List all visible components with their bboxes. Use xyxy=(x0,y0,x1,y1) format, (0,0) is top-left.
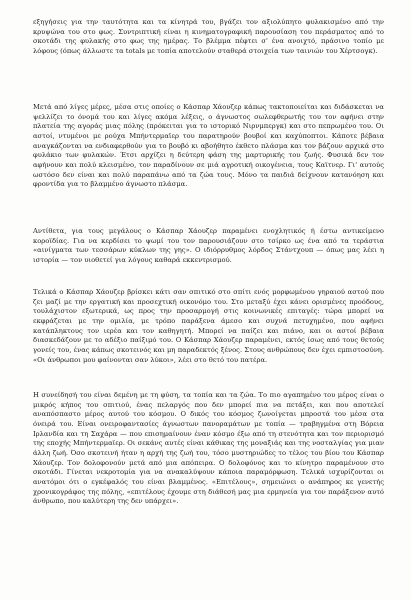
paragraph-4: Τελικά ο Κάσπαρ Χάουζερ βρίσκει κάτι σαν σπιτικό στο σπίτι ενός μορφωμένου γηραιού αστού που ζει μαζί με την εργατική και προσεχτική οικονόμο του. Στο μεταξύ έχει κάνει ορισμένες προόδους, τουλάχιστον εξωτερικά, ως προς την προσαρμογή στις κοινωνικές επιταγές: τώρα μπορεί να εκφράζεται με την ομιλία, με τρόπο παράξενα άμεσο και συχνά πετυχημένο, που αφήνει κατάπληκτους τον ιερέα και τον καθηγητή. Μπορεί να παίζει και πιάνο, και οι αστοί βέβαια διασκεδάζουν με το αδέξιο παίξιμό του. Ο Κάσπαρ Χάουζερ παραμένει, εκτός ίσως από τους θετούς γονείς του, ένας κάπως σκοτεινός και μη παραδεκτός ξένος. Στους ανθρώπους δεν έχει εμπιστοσύνη. «Οι άνθρωποι μου φαίνονται σαν λύκοι», λέει στο θετό του πατέρα. xyxy=(33,288,384,364)
paragraph-1: εξηγήσεις για την ταυτότητα και τα κίνητρά του, βγάζει τον αξιολύπητο φυλακισμένο από την κρυψώνα του στο φως. Συντριπτική είναι η κινηματογραφική παρουσίαση του περάσματος από το σκοτάδι της φυλακής στο φως της ημέρας. Το βλέμμα πέφτει σ' ένα ανοιχτό, πράσινο τοπίο με λόφους (όπως άλλωστε τα totals με τοπία αποτελούν σταθερά στοιχεία των ταινιών του Χέρτσογκ). xyxy=(33,18,384,55)
paragraph-2: Μετά από λίγες μέρες, μέσα στις οποίες ο Κάσπαρ Χάουζερ κάπως τακτοποιείται και διδάσκεται να ψελλίζει το όνομά του και λίγες ακόμα λέξεις, ο άγνωστος σωλεφθερωτής του τον αφήνει στην πλατεία της αγοράς μιας πόλης (πρόκειται για το ιστορικό Νιρνμπεργκ) και στο πεπρωμένο του. Οι αστοί, ντυμένοι με ρούχα Μπήντερμαϊερ του παρατηρούν βουβοί και καχύποπτοι. Κάποτε βέβαια αναγκάζονται να ενδιαφερθούν για το βουβό κι αβοήθητο έκθετο πλάσμα και τον βάζουν αρχικά στο φυλάκιο των φυλακών. Έτσι αρχίζει η δεύτερη φάση της μαρτυρικής του ζωής. Φυσικά δεν τον αφήνουν και πολύ κλεισμένο, τον παραδίνουν σε μιά αγροτική οικογένεια, τους Καϊτνερ. Γι' αυτούς ωστόσο δεν είναι και πολύ παραπάνω από τα ζώα τους. Μόνο τα παιδιά δείχνουν κατανόηση και φροντίδα για το βλαμμένο άγνωστο πλάσμα. xyxy=(33,103,384,189)
paragraph-3: Αντίθετα, για τους μεγάλους ο Κάσπαρ Χάουζερ παραμένει ενοχλητικός ή έστω αντικείμενο κοροϊδίας. Για να κερδίσει το ψωμί του τον παρουσιάζουν στο τσίρκο ως ένα από τα τεράστια «αινίγματα των τεσσάρων κύκλων της γης». Ο ιδιόρρυθμος λόρδος Στάντχουπ — όπως μας λέει η ιστορία — τον υιοθετεί για λόγους καθαρά εκκεντρισμού. xyxy=(33,227,384,264)
paragraph-5: Η συνείδησή του είναι δεμένη με τη φύση, τα τοπία και τα ζώα. Το πιο αγαπημένο του μέρος είναι ο μικρός κήπος του σπιτιού, ένας πελαργός που δεν μπορεί πια να πετάξει, και που αποτελεί αναπόσπαστο μέρος αυτού του κόσμου. Ο δικός του κόσμος ζωνοίγεται μπροστά του μέσα στα όνειρά του. Είναι ονειροφαντασίες άγνωστων πανοραμάτων με τοπία — τραβηγμένα στη Βόρεια Ιρλανδία και τη Σαχάρα — που επισημαίνουν έναν κόσμο έξω από τη στενότητα και τον περιορισμό της εποχής Μπήντερμαϊερ. Οι σεκάνς αυτές είναι κάθικας της μοναξιάς και της νοσταλγίας για μιαν άλλη ζωή. Όσο σκοτεινή ήταν η αρχή της ζωή του, τόσο μυστηριώδες το τέλος του βίου του Κάσπαρ Χάουζερ. Τον δολοφονούν μετά από μια απόπειρα. Ο δολοφόνος και το κίνητρο παραμένουν στο σκοτάδι. Γίνεται νεκροτομία για να ανακαλύψουν κάποια παραμόρφωση. Τελικά ισχυρίζονται οι ανατόμοι ότι ο εγκέφαλός του είναι βλαμμένος. «Επιτέλους», σημειώνει ο ανάπηρος κε γενετής χρονικογράφος της πόλης, «επιτέλους έχουμε στη διάθεσή μας μια ερμηνεία για τον παράξενον αυτό άνθρωπο, που καλύτερη της δεν υπάρχει». xyxy=(33,391,384,506)
